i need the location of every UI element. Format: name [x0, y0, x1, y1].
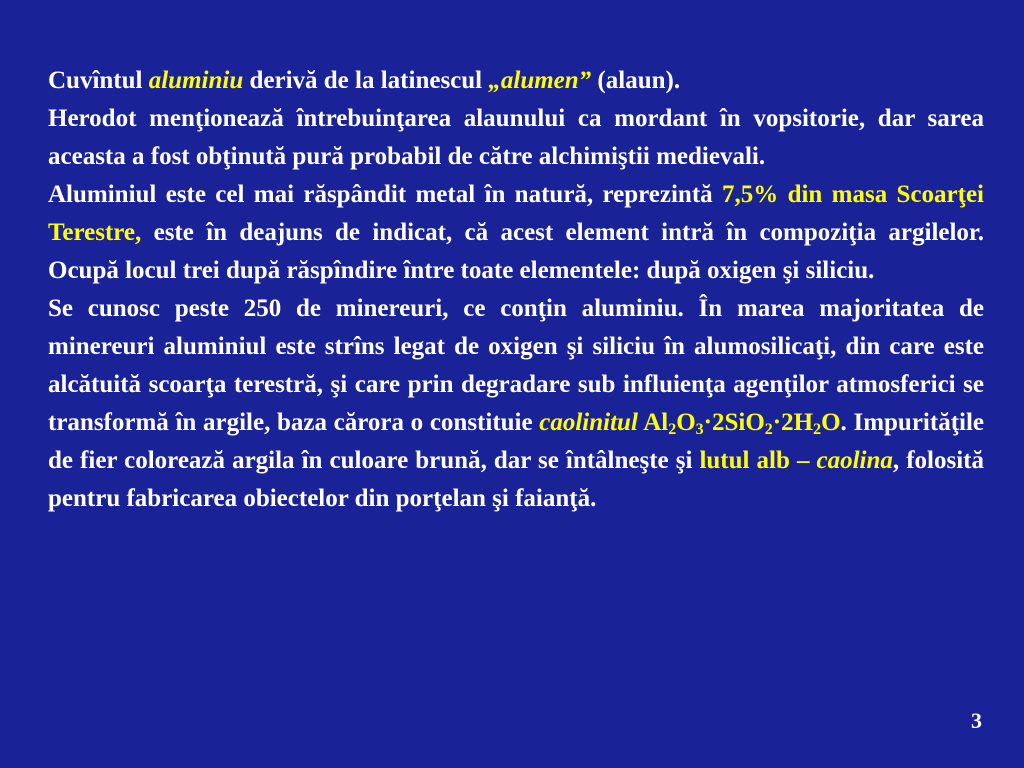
formula-subscript: 2: [668, 421, 677, 438]
formula-subscript: 3: [695, 421, 704, 438]
text-run: Herodot menţionează întrebuinţarea alaunului ca mordant în vopsitorie, dar sarea aceasta a fost obţinută pură probabil de către alchimiştii medievali.: [48, 105, 984, 170]
highlight-crust-percentage: 7,5% din masa Scoarţei Terestre,: [48, 181, 984, 246]
slide-body: [48, 62, 984, 518]
text-run: (alaun).: [591, 67, 681, 94]
paragraph-abundance: [48, 176, 984, 290]
term-alumen: „alumen”: [488, 67, 592, 94]
paragraph-etymology: [48, 62, 984, 100]
text-run: este în deajuns de indicat, că acest element intră în compoziţia argilelor. Ocupă locul trei după răspîndire între toate elementele: după oxigen şi siliciu.: [48, 219, 984, 284]
text-run: Se cunosc peste 250 de minereuri, ce conţin aluminiu. În marea majoritatea de minereuri aluminiul este strîns legat de oxigen şi siliciu în alumosilicaţi, din care este alcătuită scoarţa terestră, şi care prin degradare sub influienţa agenţilor atmosferici se transformă în argile, baza cărora o constituie: [48, 295, 984, 436]
text-run: Aluminiul este cel mai răspândit metal în natură, reprezintă: [48, 181, 722, 208]
text-run: . Impurităţile de fier colorează argila în culoare brună, dar se întâlneşte şi: [48, 409, 985, 474]
text-run: , folosită pentru fabricarea obiectelor din porţelan şi faianţă.: [48, 447, 985, 512]
term-aluminiu: aluminiu: [148, 67, 244, 94]
term-caolinitul: caolinitul: [539, 409, 638, 436]
text-run: Cuvîntul: [48, 67, 149, 94]
formula-part: ·2H: [772, 409, 814, 436]
formula-kaolinite: [643, 409, 840, 436]
paragraph-herodot: [48, 100, 984, 176]
formula-part: O: [821, 409, 841, 436]
paragraph-minerals: [48, 290, 984, 518]
formula-part: ·2SiO: [703, 409, 765, 436]
page-number: 3: [971, 708, 982, 733]
formula-part: O: [676, 409, 696, 436]
term-caolina: caolina: [816, 447, 893, 474]
text-run: derivă de la latinescul: [243, 67, 489, 94]
term-lutul-alb: lutul alb –: [699, 447, 817, 474]
formula-subscript: 2: [813, 421, 822, 438]
formula-subscript: 2: [764, 421, 773, 438]
formula-part: Al: [643, 409, 669, 436]
